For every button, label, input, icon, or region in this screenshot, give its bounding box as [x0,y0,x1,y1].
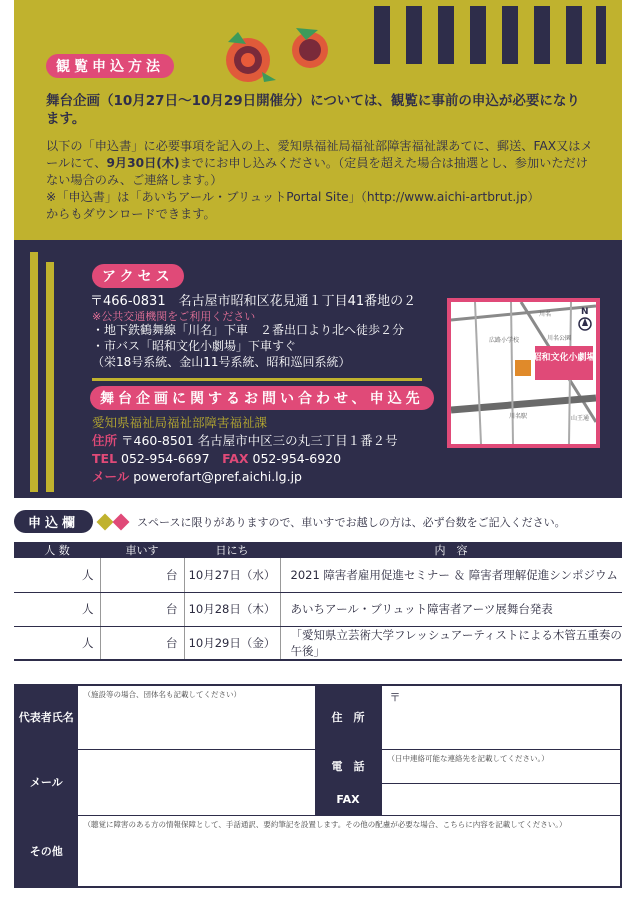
wheelchair-count-field[interactable]: 台 [100,626,184,660]
venue-marker [535,346,593,380]
divider [92,378,422,381]
map-park: 川名公園 [547,335,572,342]
map-station: 川名駅 [509,413,528,420]
people-count-field[interactable]: 人 [14,592,100,626]
diamond-icon [97,513,114,530]
contact-info: 愛知県福祉局福祉部障害福祉課 住所 〒460-8501 名古屋市中区三の丸三丁目１番２号 TEL 052-954-6697 FAX 052-954-6920 メール powerofart@pref.aichi.lg.jp [92,415,398,484]
venue-label: 昭和文化小劇場 [532,353,596,363]
people-count-field[interactable]: 人 [14,626,100,660]
apply-table [14,542,622,661]
access-map [447,298,600,448]
phone-label: 電 話 [315,749,381,783]
viewing-body: 以下の「申込書」に必要事項を記入の上、愛知県福祉局福祉部障害福祉課あてに、郵送、FAX又はメールにて、9月30日(木)までにお申し込みください。（定員を超えた場合は抽選とし、参加いただけない場合のみ、ご連絡します。） ※「申込書」は「あいちアール・ブリュットPortal Site」（http://www.aichi-artbrut.jp） からもダウンロードできます。 [46,139,593,221]
public-transport-note: ※公共交通機関をご利用ください [92,310,256,323]
flower-decoration [218,22,338,92]
col-header: 内 容 [280,542,622,558]
rep-label: 代表者氏名 [15,685,77,749]
apply-header [14,510,622,533]
access-title: アクセス [92,264,184,288]
applicant-form [14,684,622,888]
phone-field[interactable]: （日中連絡可能な連絡先を記載してください。） [381,749,621,783]
col-header: 車いす [100,542,184,558]
map-road: 山王通 [571,415,590,422]
decorative-stripe [46,262,54,492]
venue-address: 〒466-0831 名古屋市昭和区花見通１丁目41番地の２ [90,294,417,309]
address-field[interactable]: 〒 [381,685,621,749]
table-row: 人 台 10月28日（木） あいちアール・ブリュット障害者アーツ展舞台発表 [14,592,622,626]
mail-label: メール [15,749,77,815]
decorative-stripes [356,0,608,64]
contact-title: 舞台企画に関するお問い合わせ、申込先 [90,386,434,410]
people-count-field[interactable]: 人 [14,558,100,592]
map-school: 広路小学校 [489,337,520,344]
address-label: 住 所 [315,685,381,749]
decorative-stripe [30,252,38,492]
viewing-title: 観覧申込方法 [46,54,174,78]
access-routes: ・地下鉄鶴舞線「川名」下車 ２番出口より北へ徒歩２分 ・市バス「昭和文化小劇場」下車すぐ （栄18号系統、金山11号系統、昭和巡回系統） [92,323,405,369]
viewing-lead: 舞台企画（10月27日〜10月29日開催分）については、観覧に事前の申込が必要になります。 [46,93,580,127]
rep-name-field[interactable]: （施設等の場合、団体名も記載してください） [77,685,315,749]
table-row: 人 台 10月27日（水） 2021 障害者雇用促進セミナー ＆ 障害者理解促進シンポジウム [14,558,622,592]
other-label: その他 [15,815,77,887]
wheelchair-count-field[interactable]: 台 [100,592,184,626]
diamond-icon [113,513,130,530]
col-header: 人 数 [14,542,100,558]
mail-field[interactable] [77,749,315,815]
apply-title: 申込欄 [14,510,93,533]
other-field[interactable]: （聴覚に障害のある方の情報保障として、手話通訳、要約筆記を設置します。その他の配慮が必要な場合、こちらに内容を記載してください。） [77,815,621,887]
apply-note: スペースに限りがありますので、車いすでお越しの方は、必ず台数をご記入ください。 [137,515,566,529]
fax-field[interactable] [381,783,621,815]
map-area: 川名 [539,311,552,318]
table-row: 人 台 10月29日（金） 「愛知県立芸術大学フレッシュアーティストによる木管五重奏の午後」 [14,626,622,660]
col-header: 日にち [184,542,280,558]
deadline: 9月30日(木) [106,156,180,170]
wheelchair-count-field[interactable]: 台 [100,558,184,592]
map-graphic [451,302,596,444]
contact-email[interactable]: powerofart@pref.aichi.lg.jp [133,469,302,484]
north-label: N [581,307,589,317]
fax-label: FAX [315,783,381,815]
